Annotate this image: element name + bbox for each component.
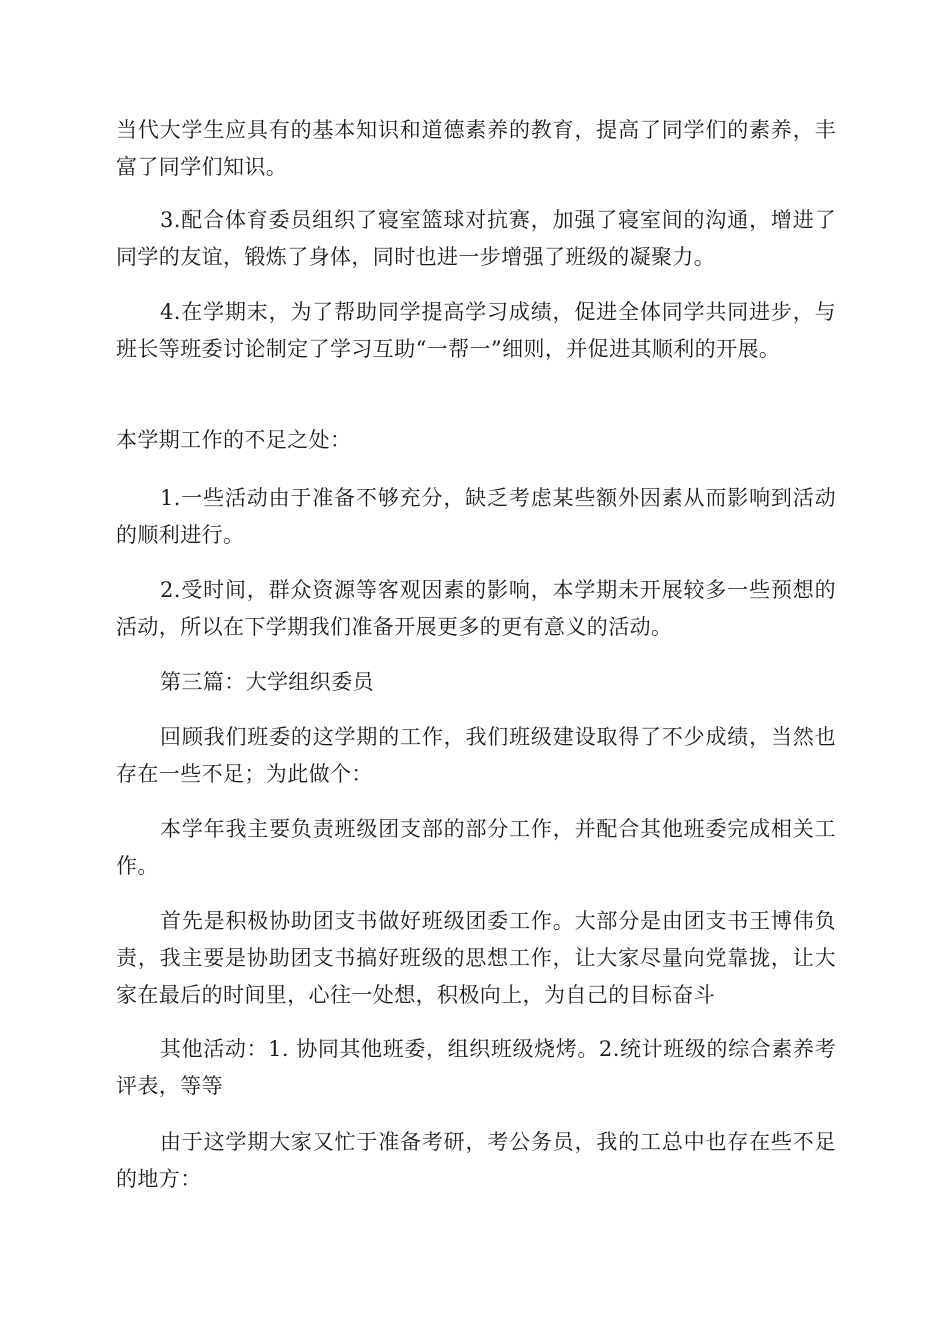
paragraph-9: 其他活动：1. 协同其他班委，组织班级烧烤。2.统计班级的综合素养考评表，等等	[116, 1037, 836, 1098]
paragraph-10: 由于这学期大家又忙于准备考研，考公务员，我的工总中也存在些不足的地方：	[116, 1130, 836, 1191]
paragraph-8: 首先是积极协助团支书做好班级团委工作。大部分是由团支书王博伟负责，我主要是协助团支书搞好班级的思想工作，让大家尽量向党靠拢，让大家在最后的时间里，心往一处想，积极向上，为自己的目标奋斗	[116, 909, 836, 1007]
section-title-part-three: 第三篇：大学组织委员	[160, 670, 374, 694]
paragraph-3: 4.在学期末，为了帮助同学提高学习成绩，促进全体同学共同进步，与班长等班委讨论制定了学习互助“一帮一”细则，并促进其顺利的开展。	[116, 300, 836, 361]
paragraph-7: 本学年我主要负责班级团支部的部分工作，并配合其他班委完成相关工作。	[116, 817, 836, 878]
paragraph-4: 1.一些活动由于准备不够充分，缺乏考虑某些额外因素从而影响到活动的顺利进行。	[116, 486, 836, 547]
section-heading-shortcomings: 本学期工作的不足之处：	[116, 428, 352, 452]
paragraph-1: 当代大学生应具有的基本知识和道德素养的教育，提高了同学们的素养，丰富了同学们知识。	[116, 118, 836, 179]
paragraph-6: 回顾我们班委的这学期的工作，我们班级建设取得了不少成绩，当然也存在一些不足；为此做个：	[116, 725, 836, 786]
paragraph-2: 3.配合体育委员组织了寝室篮球对抗赛，加强了寝室间的沟通，增进了同学的友谊，锻炼了身体，同时也进一步增强了班级的凝聚力。	[116, 208, 836, 269]
paragraph-5: 2.受时间，群众资源等客观因素的影响，本学期未开展较多一些预想的活动，所以在下学期我们准备开展更多的更有意义的活动。	[116, 578, 836, 639]
